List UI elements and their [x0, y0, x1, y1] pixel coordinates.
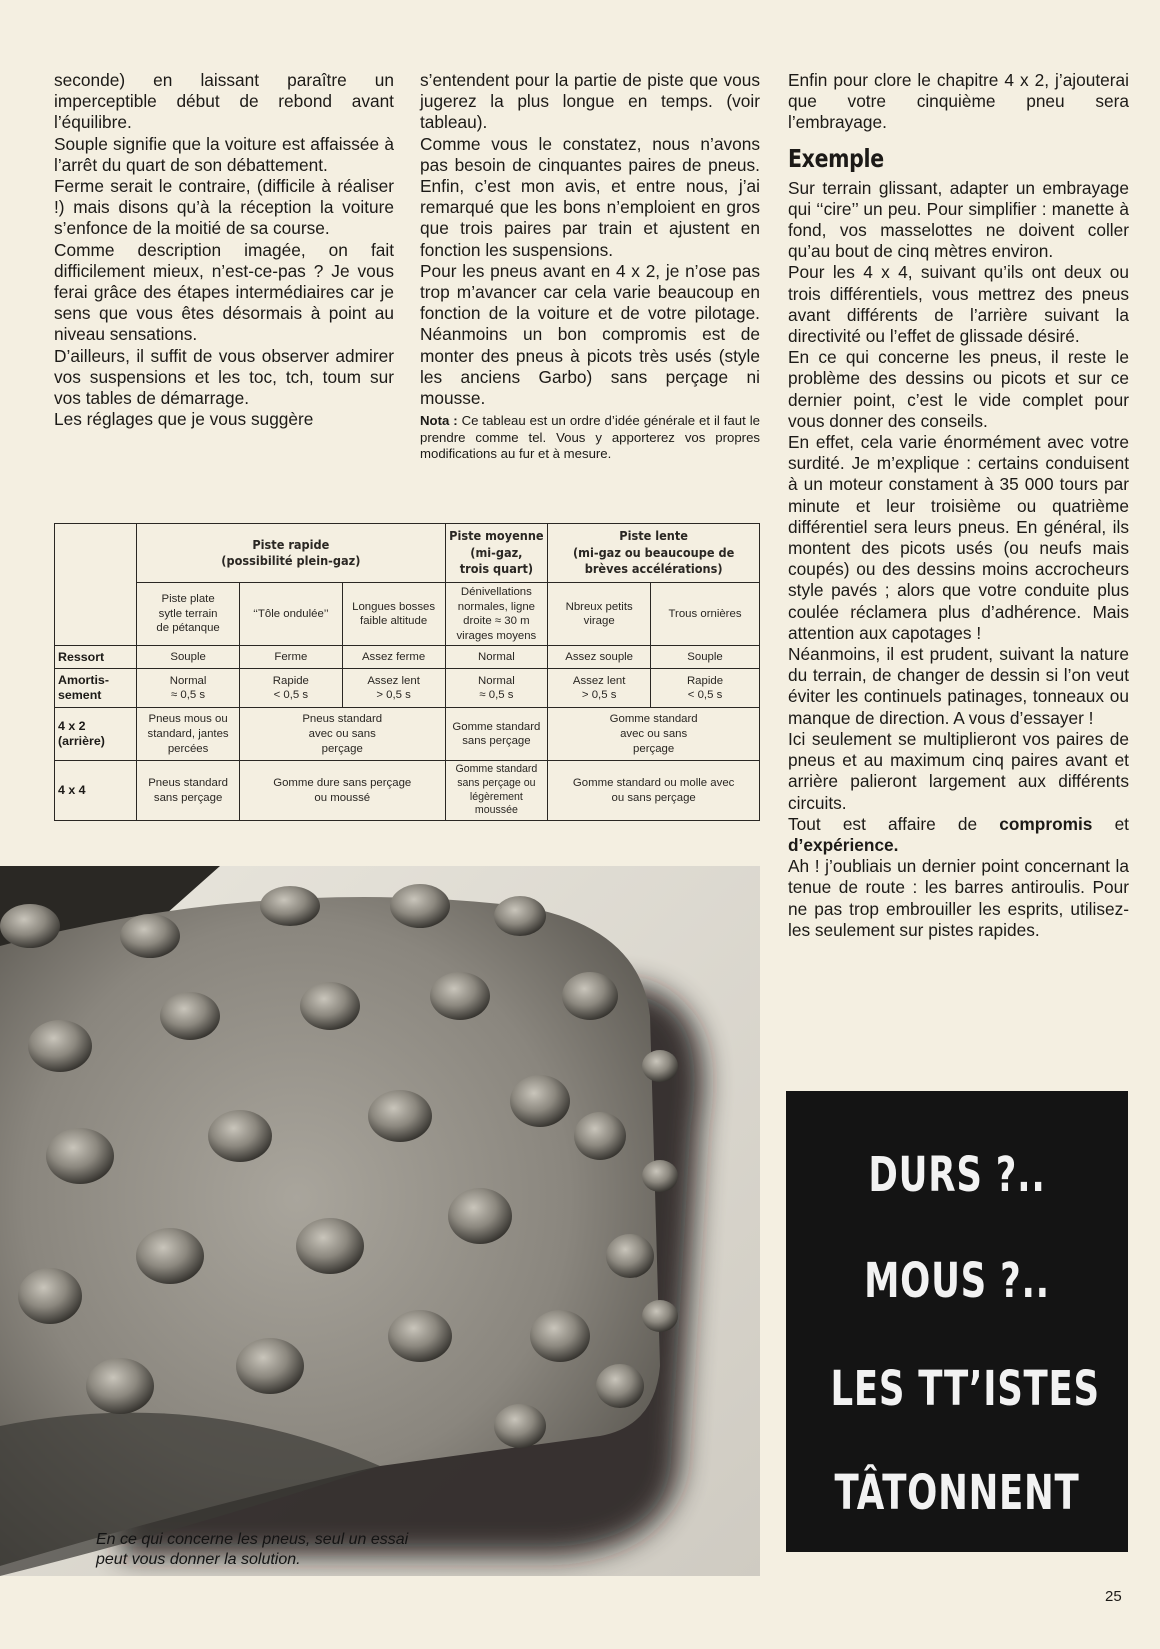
cell-line: Pneus standard [148, 776, 228, 789]
cell-line: Piste moyenne [449, 528, 544, 544]
tyre-photo-image [0, 866, 760, 1576]
article-column-3 [788, 70, 1129, 941]
cell-line: (arrière) [58, 734, 105, 749]
cell-line: perçage [633, 742, 675, 755]
cell-line: ‘‘Tôle ondulée’’ [253, 607, 329, 620]
cell-line: Nbreux petits [565, 600, 633, 613]
cell-line: (mi-gaz, [470, 544, 523, 560]
table-cell: Souple [651, 646, 760, 669]
cell-line: sans perçage [462, 735, 531, 748]
group-piste-lente [548, 524, 760, 583]
cell-line: Assez lent [367, 674, 420, 687]
text-run: et [1092, 813, 1129, 834]
bold-text: d’expérience. [788, 834, 899, 855]
cell-line: Pneus standard [302, 713, 383, 726]
cell-line: sytle terrain [158, 607, 218, 620]
subhead-cell [445, 583, 548, 646]
nota-label: Nota : [420, 413, 458, 429]
table-cell [137, 708, 240, 761]
table-cell [445, 761, 548, 820]
table-corner-cell [55, 583, 137, 646]
paragraph: En effet, cela varie énormément avec votre surdité. Je m’explique : certains conduisent à un moteur constament à 35 000 tours par minute et leur troisième ou quatrième différentiel sera leurs pneus. En général, ils montent des picots usés (ou neufs mais coupés) ou des dessins moins accrocheurs style pavés ; alors que votre conduite plus coulée réclamera plus d’adhérence. Mais attention aux capotages ! [788, 432, 1129, 643]
table-cell [445, 708, 548, 761]
table-subheader-row [55, 583, 760, 646]
subhead-cell [342, 583, 445, 646]
cell-line: légèrement moussée [469, 790, 523, 817]
table-cell [548, 708, 760, 761]
headline-line-4: TÂTONNENT [834, 1465, 1080, 1521]
article-column-1 [54, 70, 394, 430]
cell-line: Rapide [272, 674, 309, 687]
cell-line: sans perçage [153, 791, 223, 804]
cell-line: (mi-gaz ou beaucoupe de [573, 544, 735, 560]
group-piste-moyenne [445, 524, 548, 583]
paragraph: seconde) en laissant paraître un imperceptible début de rebond avant l’équilibre. [54, 70, 394, 133]
cell-line: faible altitude [360, 615, 428, 628]
cell-line: 4 x 2 [58, 718, 86, 733]
cell-line: < 0,5 s [273, 689, 309, 702]
paragraph: Ah ! j’oubliais un dernier point concernant la tenue de route : les barres antiroulis. Pour ne pas trop embrouiller les esprits, utilisez-les seulement sur pistes rapides. [788, 856, 1129, 940]
cell-line: ≈ 0,5 s [479, 689, 514, 702]
cell-line: standard, jantes [147, 728, 229, 741]
table-cell [137, 669, 240, 708]
row-header [55, 708, 137, 761]
tyre-photo [0, 866, 760, 1576]
table-cell [342, 669, 445, 708]
paragraph: Néanmoins, il est prudent, suivant la nature du terrain, de changer de dessin si l’on veut éviter les continuels patinages, tonneaux ou manque de direction. A vous d’essayer ! [788, 644, 1129, 728]
subhead-cell [137, 583, 240, 646]
cell-line: Piste lente [619, 528, 688, 544]
table-cell: Assez souple [548, 646, 651, 669]
row-header [55, 761, 137, 820]
cell-line: Gomme standard [609, 713, 698, 726]
cell-line: Gomme standard [452, 720, 541, 733]
cell-line: Rapide [686, 674, 724, 687]
row-header [55, 669, 137, 708]
cell-line: Piste rapide [252, 536, 330, 552]
table-cell [239, 669, 342, 708]
article-column-2 [420, 70, 760, 463]
subhead-cell [651, 583, 760, 646]
cell-line: Pneus mous ou [148, 713, 228, 726]
cell-line: trois quart) [459, 561, 534, 577]
cell-line: droite ≈ 30 m [463, 615, 530, 628]
table-cell [137, 761, 240, 820]
cell-line: ou sans perçage [611, 791, 696, 804]
table-cell [651, 669, 760, 708]
cell-line: virage [583, 615, 615, 628]
cell-line: Piste plate [161, 593, 215, 606]
table-header-row [55, 524, 760, 583]
paragraph: Pour les 4 x 4, suivant qu’ils ont deux ou trois différentiels, vous mettrez des pneus avant différents de l’arrière suivant la directivité ou l’effet de glissade désiré. [788, 262, 1129, 347]
table-cell [445, 669, 548, 708]
table-cell: Assez ferme [342, 646, 445, 669]
group-piste-rapide [137, 524, 445, 583]
settings-table [54, 523, 760, 821]
cell-line: normales, ligne [457, 600, 535, 613]
photo-caption: En ce qui concerne les pneus, seul un essai peut vous donner la solution. [96, 1531, 409, 1568]
paragraph: Souple signifie que la voiture est affaissée à l’arrêt du quart de son débattement. [54, 133, 394, 175]
paragraph: Comme description imagée, on fait difficilement mieux, n’est-ce-pas ? Je vous ferai grâce des étapes intermédiaires car je sens que vous êtes désormais à point au niveau sensations. [54, 239, 394, 345]
cell-line: Gomme standard [455, 763, 538, 776]
table-cell [239, 708, 445, 761]
text-run: Tout est affaire de [788, 813, 1000, 834]
cell-line: ou moussé [314, 791, 371, 804]
cell-line: avec ou sans [620, 728, 688, 741]
headline-box [786, 1091, 1128, 1552]
cell-line: Gomme standard ou molle avec [572, 776, 735, 789]
cell-line: > 0,5 s [581, 689, 617, 702]
paragraph [788, 814, 1129, 856]
table-row-amortissement [55, 669, 760, 708]
cell-line: Longues bosses [352, 600, 436, 613]
cell-line: Ressort [58, 649, 105, 664]
table-row-4x2 [55, 708, 760, 761]
table-row-4x4 [55, 761, 760, 820]
nota-note [420, 413, 760, 463]
paragraph: s’entendent pour la partie de piste que vous jugerez la plus longue en temps. (voir tableau). [420, 70, 760, 133]
paragraph: En ce qui concerne les pneus, il reste le problème des dessins ou picots et sur ce dernier point, c’est le vide complet pour vous donner des conseils. [788, 347, 1129, 431]
headline-line-2: MOUS ?.. [864, 1253, 1050, 1309]
cell-line: Normal [169, 674, 207, 687]
cell-line: perçage [321, 742, 363, 755]
table-cell: Souple [137, 646, 240, 669]
table-cell [548, 761, 760, 820]
cell-line: < 0,5 s [687, 689, 723, 702]
cell-line: (possibilité plein-gaz) [221, 553, 361, 568]
cell-line: sement [58, 688, 102, 703]
cell-line: brèves accélérations) [584, 561, 723, 577]
nota-text: Ce tableau est un ordre d’idée générale et il faut le prendre comme tel. Vous y apporterez vos propres modifications au fur et à mesure. [420, 413, 760, 462]
table-cell [239, 761, 445, 820]
paragraph: Enfin pour clore le chapitre 4 x 2, j’ajouterai que votre cinquième pneu sera l’embrayage. [788, 70, 1129, 133]
cell-line: avec ou sans [308, 728, 376, 741]
paragraph: Pour les pneus avant en 4 x 2, je n’ose pas trop m’avancer car cela varie beaucoup en fonction de la voiture et de votre pilotage. Néanmoins un bon compromis est de monter des pneus à picots très usés (style les anciens Garbo) sans perçage ni mousse. [420, 260, 760, 409]
paragraph: Sur terrain glissant, adapter un embrayage qui ‘‘cire’’ un peu. Pour simplifier : manette à fond, vos masselottes ne doivent coller qu’au bout de cinq mètres environ. [788, 177, 1129, 262]
subhead-cell [239, 583, 342, 646]
cell-line: Trous ornières [668, 607, 742, 620]
cell-line: Amortis- [58, 672, 109, 687]
cell-line: 4 x 4 [58, 782, 86, 797]
subhead-cell [548, 583, 651, 646]
row-header [55, 646, 137, 669]
table-cell [548, 669, 651, 708]
cell-line: Assez lent [572, 674, 626, 687]
cell-line: Gomme dure sans perçage [273, 776, 412, 789]
bold-text: compromis [999, 813, 1093, 834]
cell-line: percées [167, 742, 209, 755]
table-row-ressort [55, 646, 760, 669]
table-corner-cell [55, 524, 137, 583]
paragraph: Les réglages que je vous suggère [54, 409, 314, 430]
cell-line: ≈ 0,5 s [171, 689, 206, 702]
paragraph: D’ailleurs, il suffit de vous observer admirer vos suspensions et les toc, tch, toum sur vos tables de démarrage. [54, 345, 394, 409]
cell-line: Dénivellations [460, 586, 532, 598]
section-heading: Exemple [788, 143, 884, 173]
cell-line: Normal [478, 674, 515, 687]
headline-line-1: DURS ?.. [868, 1147, 1046, 1203]
page-number: 25 [1105, 1588, 1122, 1605]
paragraph: Comme vous le constatez, nous n’avons pas besoin de cinquantes paires de pneus. Enfin, c’est mon avis, et entre nous, j’ai remarqué que les bons n’emploient en gros que trois paires par train et ajustent en fonction les suspensions. [420, 133, 760, 260]
paragraph: Ferme serait le contraire, (difficile à réaliser !) mais disons qu’à la réception la voiture s’enfonce de la moitié de sa course. [54, 176, 394, 239]
paragraph: Ici seulement se multiplieront vos paires de pneus et au maximum cinq paires avant et arrière palieront largement aux différents circuits. [788, 728, 1129, 813]
table-cell: Ferme [239, 646, 342, 669]
table-cell: Normal [445, 646, 548, 669]
headline-line-3: LES TT’ISTES [830, 1361, 1100, 1417]
cell-line: de pétanque [156, 622, 220, 635]
cell-line: sans perçage ou [457, 776, 536, 789]
cell-line: > 0,5 s [376, 689, 411, 702]
cell-line: virages moyens [456, 629, 537, 642]
